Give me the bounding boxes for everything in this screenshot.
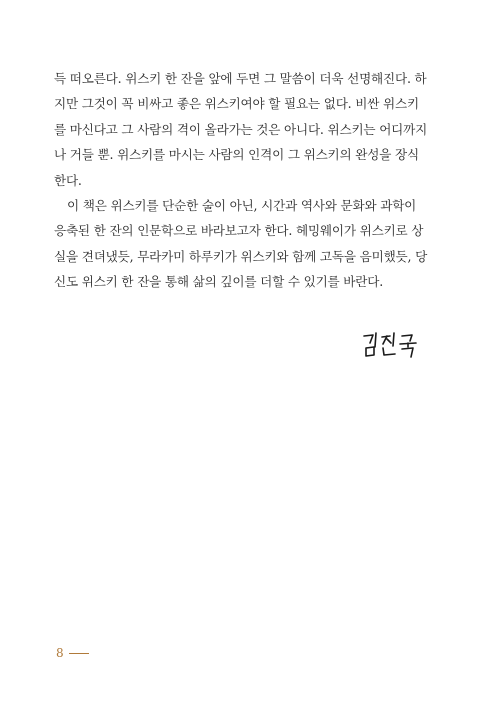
page-number: 8 (56, 646, 64, 660)
body-line: 응축된 한 잔의 인문학으로 바라보고자 한다. 헤밍웨이가 위스키로 상 (54, 223, 424, 239)
author-signature (360, 329, 430, 361)
body-line: 를 마신다고 그 사람의 격이 올라가는 것은 아니다. 위스키는 어디까지 (54, 121, 428, 137)
footer-rule (69, 653, 89, 654)
body-line: 이 책은 위스키를 단순한 술이 아닌, 시간과 역사와 문화와 과학이 (67, 197, 417, 213)
body-text (54, 66, 428, 295)
body-line: 실을 견뎌냈듯, 무라카미 하루키가 위스키와 함께 고독을 음미했듯, 당 (54, 248, 428, 264)
body-line: 한다. (54, 172, 82, 188)
body-line: 신도 위스키 한 잔을 통해 삶의 깊이를 더할 수 있기를 바란다. (54, 274, 384, 290)
body-line: 득 떠오른다. 위스키 한 잔을 앞에 두면 그 말씀이 더욱 선명해진다. 하 (54, 71, 427, 86)
body-line: 나 거들 뿐. 위스키를 마시는 사람의 인격이 그 위스키의 완성을 장식 (54, 147, 419, 163)
body-line: 지만 그것이 꼭 비싸고 좋은 위스키여야 할 필요는 없다. 비싼 위스키 (54, 96, 419, 112)
page-footer (56, 646, 89, 660)
